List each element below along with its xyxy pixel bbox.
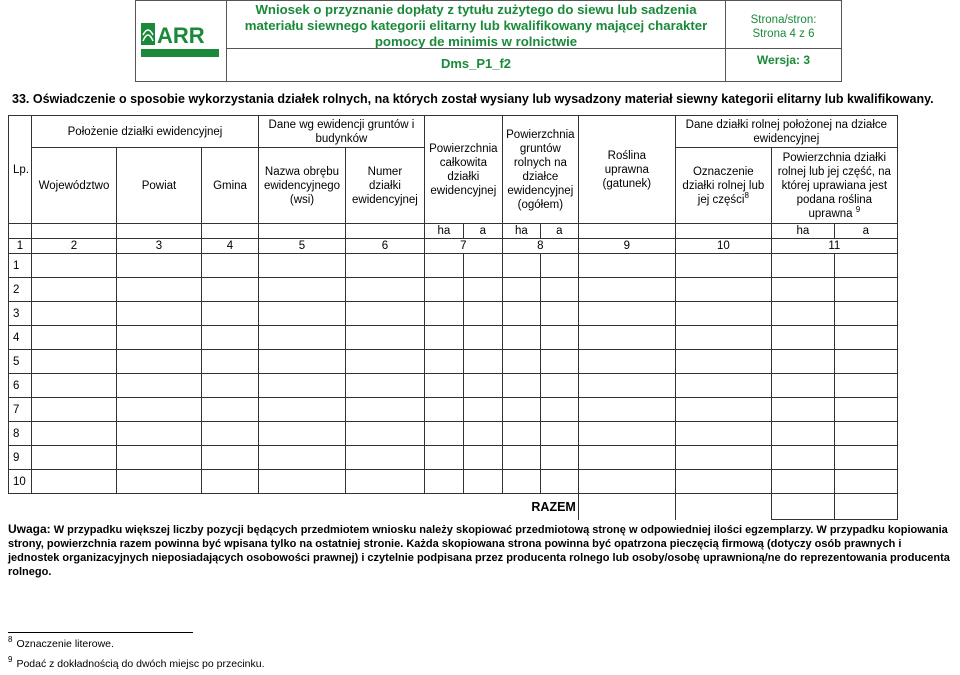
table-cell[interactable]: [346, 302, 425, 326]
divider: [227, 48, 725, 49]
table-cell[interactable]: [259, 326, 346, 350]
unit-ha: ha: [502, 224, 540, 239]
table-cell[interactable]: [834, 278, 897, 302]
row-number: 10: [9, 470, 32, 494]
table-cell[interactable]: [424, 254, 463, 278]
row-number: 2: [9, 278, 32, 302]
table-cell[interactable]: [32, 374, 117, 398]
table-cell[interactable]: [771, 254, 834, 278]
table-cell[interactable]: [463, 326, 502, 350]
table-cell[interactable]: [578, 398, 675, 422]
total-a-field[interactable]: [834, 494, 897, 520]
table-cell[interactable]: [346, 254, 425, 278]
table-cell[interactable]: [502, 350, 540, 374]
table-cell[interactable]: [463, 278, 502, 302]
table-cell[interactable]: [463, 470, 502, 494]
note-label: Uwaga:: [8, 522, 51, 536]
table-cell[interactable]: [502, 302, 540, 326]
table-cell[interactable]: [771, 350, 834, 374]
header-total-area: Powierzchnia całkowita działki ewidencyjnej: [424, 116, 502, 224]
page-cell: [726, 1, 841, 81]
table-cell[interactable]: [259, 446, 346, 470]
table-cell[interactable]: [463, 254, 502, 278]
table-cell[interactable]: [834, 302, 897, 326]
header-county: Powiat: [117, 148, 202, 224]
table-cell[interactable]: [502, 470, 540, 494]
table-cell[interactable]: [424, 278, 463, 302]
table-cell[interactable]: [32, 470, 117, 494]
table-cell[interactable]: [32, 302, 117, 326]
col-number: 2: [32, 239, 117, 254]
table-cell[interactable]: [578, 302, 675, 326]
table-cell[interactable]: [117, 302, 202, 326]
table-cell[interactable]: [424, 302, 463, 326]
footnote-ref: 8: [744, 190, 749, 200]
column-number-row: [9, 239, 898, 254]
table-cell[interactable]: [424, 422, 463, 446]
unit-a: a: [834, 224, 897, 239]
table-cell[interactable]: [540, 326, 578, 350]
table-cell[interactable]: [346, 374, 425, 398]
table-cell[interactable]: [540, 446, 578, 470]
row-number: 6: [9, 374, 32, 398]
table-cell[interactable]: [424, 470, 463, 494]
table-cell[interactable]: [202, 398, 259, 422]
row-number: 9: [9, 446, 32, 470]
total-label: RAZEM: [9, 494, 579, 520]
table-cell[interactable]: [259, 254, 346, 278]
note-text: W przypadku większej liczby pozycji będących przedmiotem wniosku należy skopiować przedmiotową stronę w odpowiedniej ilości egzemplarzy. W przypadku kopiowania strony, powierzchnia razem powinna być wpisana tylko na ostatniej stronie. Każda skopiowana strona powinna być opatrzona pieczęcią firmową (dotyczy osób prawnych i jednostek organizacyjnych nieposiadających osobowości prawnej) i czytelnie podpisana przez producenta rolnego lub osoby/osobę uprawnioną/ne do reprezentowania producenta rolnego.: [8, 524, 950, 578]
table-cell[interactable]: [502, 374, 540, 398]
col-number: 10: [675, 239, 771, 254]
table-cell[interactable]: [346, 278, 425, 302]
table-cell[interactable]: [578, 326, 675, 350]
table-cell[interactable]: [675, 446, 771, 470]
table-cell[interactable]: [259, 470, 346, 494]
col-number: 3: [117, 239, 202, 254]
note: [8, 522, 953, 579]
table-cell[interactable]: [32, 350, 117, 374]
table-cell[interactable]: [540, 278, 578, 302]
unit-ha: ha: [424, 224, 463, 239]
footnote-text: Oznaczenie literowe.: [16, 638, 114, 650]
table-row: [9, 398, 898, 422]
table-cell[interactable]: [540, 398, 578, 422]
total-ha-field[interactable]: [771, 494, 834, 520]
footnote-number: 9: [8, 655, 13, 664]
page-label: Strona/stron:: [750, 14, 817, 26]
plot-area-label: Powierzchnia działki rolnej lub jej część, na której uprawiana jest podana roślina uprawna: [777, 151, 891, 220]
table-cell[interactable]: [578, 350, 675, 374]
table-cell[interactable]: [346, 350, 425, 374]
table-cell[interactable]: [578, 470, 675, 494]
table-cell[interactable]: [424, 374, 463, 398]
table-cell[interactable]: [675, 470, 771, 494]
table-cell[interactable]: [771, 422, 834, 446]
table-cell[interactable]: [202, 326, 259, 350]
header-commune: Gmina: [202, 148, 259, 224]
table-cell[interactable]: [502, 398, 540, 422]
table-cell[interactable]: [346, 422, 425, 446]
table-cell[interactable]: [834, 254, 897, 278]
footnote: [8, 655, 265, 670]
arr-logo: [141, 21, 221, 61]
col-number: 4: [202, 239, 259, 254]
table-cell[interactable]: [202, 350, 259, 374]
plot-id-label: Oznaczenie działki rolnej lub jej części: [682, 165, 765, 206]
table-cell[interactable]: [675, 278, 771, 302]
row-number: 1: [9, 254, 32, 278]
header-number: Numer działki ewidencyjnej: [346, 148, 425, 224]
col-number: 9: [578, 239, 675, 254]
table-cell[interactable]: [202, 374, 259, 398]
table-cell[interactable]: [259, 302, 346, 326]
header-plot-id: [675, 148, 771, 224]
table-cell[interactable]: [463, 422, 502, 446]
table-row: [9, 302, 898, 326]
table-row: [9, 374, 898, 398]
table-cell[interactable]: [834, 326, 897, 350]
row-number: 3: [9, 302, 32, 326]
table-cell[interactable]: [834, 350, 897, 374]
table-cell[interactable]: [346, 398, 425, 422]
table-cell[interactable]: [32, 326, 117, 350]
table-cell[interactable]: [771, 374, 834, 398]
unit-a: a: [540, 224, 578, 239]
table-cell[interactable]: [32, 422, 117, 446]
table-cell[interactable]: [771, 302, 834, 326]
table-cell[interactable]: [259, 278, 346, 302]
row-number: 7: [9, 398, 32, 422]
table-cell[interactable]: [834, 422, 897, 446]
logo-cell: [136, 1, 227, 81]
table-cell[interactable]: [117, 254, 202, 278]
table-cell[interactable]: [675, 422, 771, 446]
footnote: [8, 635, 114, 650]
table-cell[interactable]: [502, 278, 540, 302]
table-cell[interactable]: [202, 254, 259, 278]
header-group-register: Dane wg ewidencji gruntów i budynków: [259, 116, 425, 148]
footnote-number: 8: [8, 635, 13, 644]
document-title: Wniosek o przyznanie dopłaty z tytułu zużytego do siewu lub sadzenia materiału siewnego kategorii elitarny lub kwalifikowany mającej charakter pomocy de minimis w rolnictwie: [244, 2, 708, 49]
table-cell[interactable]: [675, 254, 771, 278]
header-farm-area: Powierzchnia gruntów rolnych na działce ewidencyjnej (ogółem): [502, 116, 578, 224]
table-cell[interactable]: [32, 278, 117, 302]
table-cell[interactable]: [346, 446, 425, 470]
table-cell[interactable]: [32, 446, 117, 470]
table-cell[interactable]: [202, 278, 259, 302]
table-cell[interactable]: [259, 374, 346, 398]
table-cell[interactable]: [502, 326, 540, 350]
table-cell[interactable]: [117, 278, 202, 302]
table-cell[interactable]: [540, 302, 578, 326]
header-voivodeship: Województwo: [32, 148, 117, 224]
document-header: [135, 0, 842, 82]
header-group-location: Położenie działki ewidencyjnej: [32, 116, 259, 148]
row-number: 5: [9, 350, 32, 374]
unit-ha: ha: [771, 224, 834, 239]
footnote-divider: [8, 632, 193, 633]
col-number: 5: [259, 239, 346, 254]
table-cell[interactable]: [117, 470, 202, 494]
table-cell[interactable]: [834, 398, 897, 422]
form-code: Dms_P1_f2: [440, 56, 512, 71]
table-cell[interactable]: [463, 302, 502, 326]
table-cell[interactable]: [202, 446, 259, 470]
header-plot-area: [771, 148, 897, 224]
table-cell[interactable]: [117, 446, 202, 470]
col-number: 8: [502, 239, 578, 254]
table-cell[interactable]: [463, 374, 502, 398]
svg-text:ARR: ARR: [157, 23, 205, 48]
table-cell[interactable]: [771, 398, 834, 422]
total-empty: [675, 494, 771, 520]
total-row: [9, 494, 898, 520]
col-number: 11: [771, 239, 897, 254]
page-value: Strona 4 z 6: [752, 28, 815, 40]
table-cell[interactable]: [578, 374, 675, 398]
table-cell[interactable]: [675, 302, 771, 326]
table-cell[interactable]: [834, 446, 897, 470]
plots-table: [8, 115, 898, 520]
table-cell[interactable]: [463, 350, 502, 374]
table-cell[interactable]: [675, 374, 771, 398]
table-cell[interactable]: [540, 422, 578, 446]
table-cell[interactable]: [463, 398, 502, 422]
table-cell[interactable]: [424, 398, 463, 422]
table-row: [9, 326, 898, 350]
divider: [726, 48, 841, 49]
title-cell: [227, 1, 726, 81]
table-cell[interactable]: [32, 254, 117, 278]
table-cell[interactable]: [346, 326, 425, 350]
total-empty: [578, 494, 675, 520]
table-cell[interactable]: [463, 446, 502, 470]
row-number: 4: [9, 326, 32, 350]
table-cell[interactable]: [578, 422, 675, 446]
table-cell[interactable]: [675, 398, 771, 422]
table-cell[interactable]: [578, 278, 675, 302]
row-number: 8: [9, 422, 32, 446]
table-cell[interactable]: [117, 350, 202, 374]
table-cell[interactable]: [540, 470, 578, 494]
table-cell[interactable]: [117, 326, 202, 350]
unit-row: [9, 224, 898, 239]
table-row: [9, 254, 898, 278]
table-cell[interactable]: [202, 302, 259, 326]
table-cell[interactable]: [771, 470, 834, 494]
unit-a: a: [463, 224, 502, 239]
col-number: 1: [9, 239, 32, 254]
table-cell[interactable]: [202, 422, 259, 446]
table-row: [9, 422, 898, 446]
page-info: [726, 13, 841, 41]
table-cell[interactable]: [424, 350, 463, 374]
table-cell[interactable]: [117, 422, 202, 446]
table-cell[interactable]: [346, 470, 425, 494]
footnote-text: Podać z dokładnością do dwóch miejsc po przecinku.: [16, 658, 265, 670]
table-cell[interactable]: [502, 422, 540, 446]
table-cell[interactable]: [32, 398, 117, 422]
table-row: [9, 278, 898, 302]
header-lp: Lp.: [9, 116, 32, 224]
table-cell[interactable]: [117, 398, 202, 422]
table-cell[interactable]: [771, 278, 834, 302]
table-cell[interactable]: [259, 398, 346, 422]
table-cell[interactable]: [540, 350, 578, 374]
footnote-ref: 9: [855, 204, 861, 214]
table-cell[interactable]: [424, 326, 463, 350]
table-row: [9, 470, 898, 494]
table-cell[interactable]: [424, 446, 463, 470]
table-cell[interactable]: [771, 326, 834, 350]
header-group-plot: Dane działki rolnej położonej na działce ewidencyjnej: [675, 116, 897, 148]
table-cell[interactable]: [675, 350, 771, 374]
table-cell[interactable]: [578, 254, 675, 278]
table-row: [9, 446, 898, 470]
table-cell[interactable]: [202, 470, 259, 494]
table-cell[interactable]: [117, 374, 202, 398]
table-cell[interactable]: [502, 254, 540, 278]
version: Wersja: 3: [756, 53, 811, 67]
col-number: 7: [424, 239, 502, 254]
table-row: [9, 350, 898, 374]
table-cell[interactable]: [834, 374, 897, 398]
table-cell[interactable]: [540, 374, 578, 398]
table-cell[interactable]: [259, 422, 346, 446]
header-precinct: Nazwa obrębu ewidencyjnego (wsi): [259, 148, 346, 224]
table-cell[interactable]: [578, 446, 675, 470]
table-cell[interactable]: [259, 350, 346, 374]
table-cell[interactable]: [675, 326, 771, 350]
section-title: 33. Oświadczenie o sposobie wykorzystania działek rolnych, na których został wysiany lub wysadzony materiał siewny kategorii elitarny lub kwalifikowany.: [12, 92, 934, 106]
col-number: 6: [346, 239, 425, 254]
header-crop: Roślina uprawna (gatunek): [578, 116, 675, 224]
table-cell[interactable]: [502, 446, 540, 470]
table-cell[interactable]: [834, 470, 897, 494]
table-cell[interactable]: [540, 254, 578, 278]
table-cell[interactable]: [771, 446, 834, 470]
